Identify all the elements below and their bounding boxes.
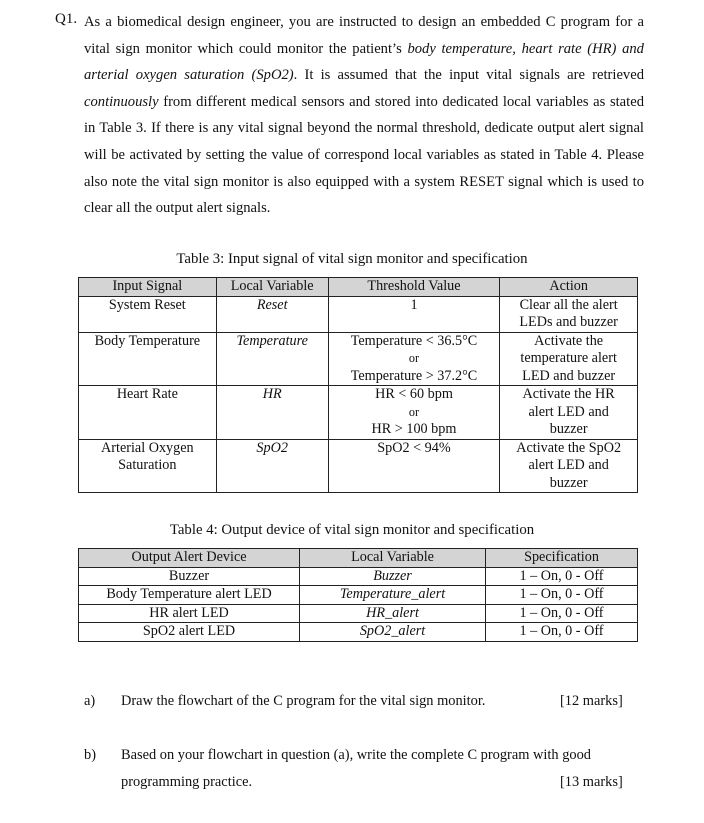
table4-device-cell: Body Temperature alert LED	[79, 586, 300, 605]
table3-header-row	[79, 278, 638, 297]
table3-action-cell-line: Activate the SpO2	[516, 439, 622, 456]
table3-variable-cell: Reset	[216, 296, 328, 332]
question-paragraph	[84, 9, 644, 222]
table3-signal-cell	[79, 332, 217, 386]
question-text: . It is assumed that the input vital signals are retrieved	[293, 67, 644, 84]
table3-action-cell-line: temperature alert	[520, 350, 617, 366]
table3-signal-cell-line: Saturation	[118, 457, 177, 473]
table4	[78, 548, 638, 642]
question-text: As a biomedical design engineer, you are instructed to design an embedded C program for a vital sign monitor which could monitor the patient’s	[84, 14, 644, 57]
table3-header-cell: Local Variable	[216, 278, 328, 297]
part-b-marks: [13 marks]	[560, 774, 623, 790]
table3-threshold-cell-line: HR > 100 bpm	[371, 421, 457, 437]
table3-signal-cell-line: Heart Rate	[116, 386, 178, 402]
table3-variable-cell: Temperature	[216, 332, 328, 386]
question-emphasis: body temperature, heart rate (HR) and arterial oxygen saturation (SpO2)	[84, 40, 644, 84]
table4-header-cell: Local Variable	[300, 549, 486, 568]
table-row	[79, 586, 638, 605]
table3-signal-cell-line: Arterial Oxygen	[101, 439, 194, 456]
table4-variable-cell: Temperature_alert	[300, 586, 486, 605]
table-row	[79, 386, 638, 440]
table3-action-cell	[500, 296, 638, 332]
table3-action-cell	[500, 386, 638, 440]
table4-header-row	[79, 549, 638, 568]
table3-action-cell-line: Activate the HR	[522, 386, 615, 402]
question-text: from different medical sensors and stored into dedicated local variables as stated in Table 3. If there is any vital signal beyond the normal threshold, dedicate output alert signal will be activated by setting the value of correspond local variables as stated in Table 4. Please also note the vital sign monitor is also equipped with a system RESET signal which is used to clear all the output alert signals.	[84, 93, 644, 217]
table3-threshold-cell-line: Temperature < 36.5°C	[350, 332, 478, 349]
table-row	[79, 623, 638, 642]
table4-caption: Table 4: Output device of vital sign monitor and specification	[169, 522, 535, 538]
part-a-marks: [12 marks]	[560, 693, 623, 709]
table4-header-cell: Specification	[486, 549, 638, 568]
table4-device-cell: Buzzer	[79, 567, 300, 586]
table3-variable-cell: SpO2	[216, 439, 328, 493]
table3-threshold-cell-line: or	[408, 351, 420, 365]
table3-threshold-cell-line: Temperature > 37.2°C	[350, 367, 478, 384]
table4-spec-cell: 1 – On, 0 - Off	[486, 586, 638, 605]
table4-variable-cell: HR_alert	[300, 604, 486, 623]
part-b-text-line1: Based on your flowchart in question (a), write the complete C program with good	[121, 747, 591, 763]
table-row	[79, 604, 638, 623]
table4-spec-cell: 1 – On, 0 - Off	[486, 623, 638, 642]
table3-signal-cell-line: System Reset	[108, 296, 186, 313]
table3-threshold-cell	[328, 296, 500, 332]
table3-action-cell-line: buzzer	[549, 421, 588, 437]
table3-action-cell-line: LEDs and buzzer	[519, 314, 618, 330]
table-row	[79, 439, 638, 493]
table3-threshold-cell	[328, 386, 500, 440]
question-number: Q1.	[55, 11, 78, 27]
table3-threshold-cell-line: 1	[410, 296, 418, 313]
table4-spec-cell: 1 – On, 0 - Off	[486, 604, 638, 623]
table3-threshold-cell	[328, 439, 500, 493]
table3-threshold-cell	[328, 332, 500, 386]
table3	[78, 277, 638, 493]
table4-spec-cell: 1 – On, 0 - Off	[486, 567, 638, 586]
table4-variable-cell: SpO2_alert	[300, 623, 486, 642]
table3-action-cell	[500, 439, 638, 493]
table3-threshold-cell-line: HR < 60 bpm	[375, 386, 453, 402]
table3-action-cell-line: Clear all the alert	[519, 296, 618, 313]
table3-threshold-cell-line: or	[408, 404, 420, 419]
table3-header-cell: Action	[500, 278, 638, 297]
table3-action-cell	[500, 332, 638, 386]
table3-header-cell: Input Signal	[79, 278, 217, 297]
table3-signal-cell	[79, 296, 217, 332]
part-a-label: a)	[84, 693, 96, 709]
table-row	[79, 296, 638, 332]
part-b-text-line2: programming practice.	[121, 774, 253, 790]
table4-header-cell: Output Alert Device	[79, 549, 300, 568]
table3-signal-cell-line: Body Temperature	[94, 332, 201, 349]
table-row	[79, 332, 638, 386]
question-emphasis: continuously	[84, 93, 159, 110]
table4-device-cell: SpO2 alert LED	[79, 623, 300, 642]
table3-signal-cell	[79, 386, 217, 440]
table-row	[79, 567, 638, 586]
table4-device-cell: HR alert LED	[79, 604, 300, 623]
table3-action-cell-line: Activate the	[534, 332, 604, 349]
table3-caption: Table 3: Input signal of vital sign monitor and specification	[176, 251, 528, 267]
table3-action-cell-line: LED and buzzer	[522, 367, 616, 384]
table3-action-cell-line: alert LED and	[528, 457, 609, 473]
table3-action-cell-line: alert LED and	[528, 403, 609, 420]
table3-header-cell: Threshold Value	[328, 278, 500, 297]
table3-threshold-cell-line: SpO2 < 94%	[377, 439, 451, 456]
part-a-text: Draw the flowchart of the C program for the vital sign monitor.	[121, 693, 486, 709]
table4-variable-cell: Buzzer	[300, 567, 486, 586]
part-b-label: b)	[84, 747, 96, 763]
table3-variable-cell: HR	[216, 386, 328, 440]
table3-action-cell-line: buzzer	[549, 474, 588, 491]
table3-signal-cell	[79, 439, 217, 493]
